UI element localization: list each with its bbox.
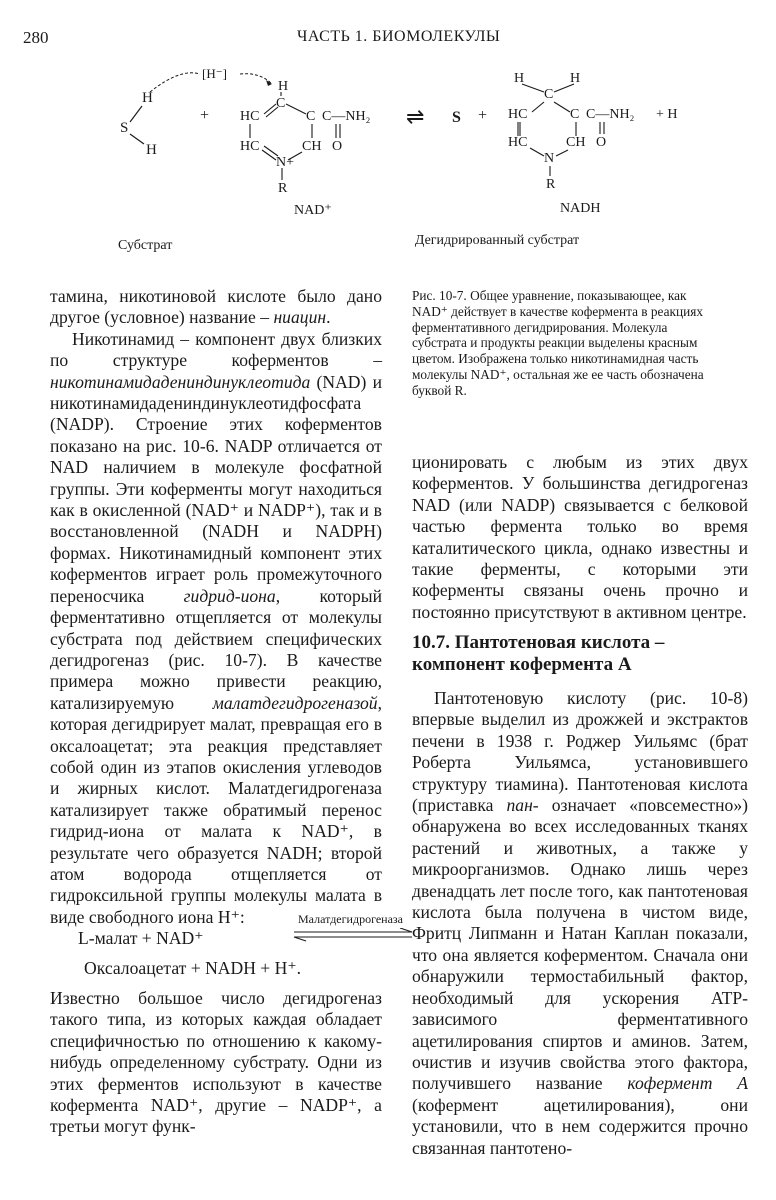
nad-hc-bottom: HC: [240, 139, 260, 154]
nad-ch: CH: [302, 139, 322, 154]
nadh-label: NADH: [560, 201, 601, 216]
equilibrium-arrow: ⇌: [406, 104, 425, 129]
nadh-c-top: C: [544, 87, 554, 102]
section-heading: 10.7. Пантотеновая кислота – компонент кофермента А: [412, 632, 665, 675]
nadh-hc-bottom: HC: [508, 135, 528, 150]
left-paragraph-2: Никотинамид – компонент двух близких по структуре коферментов – никотинамидадениндинуклеотида (NAD) и никотинамидадениндинуклеотидфосфата (NADP). Строение этих коферментов показано на рис. 10-6. NADP отличается от NAD наличием в молекуле фосфатной группы. Эти коферменты могут находиться как в окисленной (NAD⁺ и NADP⁺), так и в восстановленной (NADH и NADPH) формах. Никотинамидный компонент этих коферментов играет роль промежуточного переносчика гидрид-иона, который ферментативно отщепляется от молекулы субстрата под действием специфических дегидрогеназ (рис. 10-7). В качестве примера можно привести реакцию, катализируемую малатдегидрогеназой, которая дегидрирует малат, превращая его в оксалоацетат; эта реакция представляет собой один из этапов окисления углеводов и жирных кислот. Малатдегидрогеназа катализирует также обратимый перенос гидрид-иона от малата к NAD⁺, в результате чего образуется NADH; второй атом водорода отщепляется от гидроксильной группы молекулы малата в виде свободного иона H⁺:: [50, 328, 382, 927]
malate-equation: [50, 908, 403, 982]
label-dehydrogenated-substrate: Дегидрированный субстрат: [414, 233, 580, 248]
left-column-bottom: [50, 988, 382, 1138]
equation-products: Оксалоацетат + NADH + H⁺.: [84, 958, 302, 978]
nad-o: O: [332, 139, 343, 154]
nad-hc-top: HC: [240, 109, 260, 124]
reaction-scheme: [100, 62, 720, 262]
nadh-o: O: [596, 135, 607, 150]
nadh-ch: CH: [566, 135, 586, 150]
nadh-final-h: + H: [656, 107, 678, 122]
right-column-section: [412, 688, 748, 1159]
nadh-n: N: [544, 151, 555, 166]
nad-h: H: [278, 79, 289, 94]
plus-sign-1: +: [200, 107, 210, 124]
term-hydride: гидрид-иона: [183, 585, 276, 606]
nad-c-top: C: [276, 96, 286, 111]
figure-caption: [412, 288, 715, 399]
term-pan: пан-: [506, 795, 539, 816]
caption-fig-number: Рис. 10-7.: [412, 288, 467, 303]
plus-sign-2: +: [478, 107, 488, 124]
running-head: ЧАСТЬ 1. БИОМОЛЕКУЛЫ: [297, 28, 501, 45]
nad-r: R: [278, 181, 288, 196]
equation-enzyme: Малатдегидрогеназа: [298, 912, 403, 926]
nad-amide: C—NH₂: [322, 109, 371, 124]
right-paragraph-1: ционировать с любым из этих двух коферментов. У большинства дегидрогеназ NAD (или NADP) связывается с белковой частью фермента только во время каталитического цикла, однако известны и такие ферменты, с которыми эти коферменты связаны очень прочно и постоянно присутствуют в активном центре.: [412, 452, 748, 622]
label-substrate: Субстрат: [118, 238, 173, 253]
nad-c-right: C: [306, 109, 316, 124]
left-column: [50, 286, 382, 928]
nad-label: NAD⁺: [294, 203, 332, 218]
nadh-h-right: H: [570, 71, 581, 86]
substrate-s: S: [120, 120, 129, 136]
left-paragraph-1: тамина, никотиновой кислоте было дано другое (условное) название – ниацин.: [50, 286, 382, 328]
nadh-h-left: H: [514, 71, 525, 86]
equation-arrow: [290, 928, 416, 942]
equation-reactants: L-малат + NAD⁺: [78, 928, 204, 948]
right-column: [412, 452, 748, 623]
caption-text: Общее уравнение, показывающее, как NAD⁺ действует в качестве кофермента в реакциях ферментативного дегидрирования. Молекула субстрата и продукты реакции выделены красным цветом. Изображена только никотинамидная часть молекулы NAD⁺, остальная же ее часть обозначена буквой R.: [412, 288, 704, 398]
right-paragraph-2: Пантотеновую кислоту (рис. 10-8) впервые выделил из дрожжей и экстрактов печени в 1938 г. Роджер Уильямс (брат Роберта Уильямса, установившего структуру тиамина). Пантотеновая кислота (приставка пан- означает «повсеместно») обнаружена во всех исследованных тканях растений и животных, а также у микроорганизмов. Однако лишь через двенадцать лет после того, как пантотеновая кислота была получена в чистом виде, Фритц Липманн и Натан Каплан показали, что она является коферментом. Сначала они обнаружили термостабильный фактор, необходимый для ускорения ATP-зависимого ферментативного ацетилирования спиртов и аминов. Затем, очистив и изучив свойства этого фактора, получившего название кофермент А (кофермент ацетилирования), они установили, что в нем содержится прочно связанная пантотено-: [412, 688, 748, 1158]
nadh-c-right: C: [570, 107, 580, 122]
hydride-label: [H⁻]: [202, 66, 227, 81]
term-niacin: ниацин: [273, 307, 327, 328]
term-nad: никотинамидадениндинуклеотида: [50, 371, 311, 392]
nadh-amide: C—NH₂: [586, 107, 635, 122]
nadh-r: R: [546, 177, 556, 192]
term-coenzyme-a: кофермент А: [627, 1073, 748, 1094]
term-malate-dehydrogenase: малатдегидрогеназой: [212, 692, 378, 713]
substrate-h-top: H: [142, 90, 153, 106]
page-number: 280: [23, 28, 49, 47]
nad-n-plus: N+: [276, 155, 295, 170]
nadh-hc-top: HC: [508, 107, 528, 122]
substrate-h-bottom: H: [146, 142, 157, 158]
product-s: S: [452, 109, 461, 126]
left-paragraph-3: Известно большое число дегидрогеназ такого типа, из которых каждая обладает специфичностью по отношению к какому-нибудь определенному субстрату. Одни из этих ферментов используют в качестве кофермента NAD⁺, другие – NADP⁺, а третьи могут функ-: [50, 988, 382, 1137]
